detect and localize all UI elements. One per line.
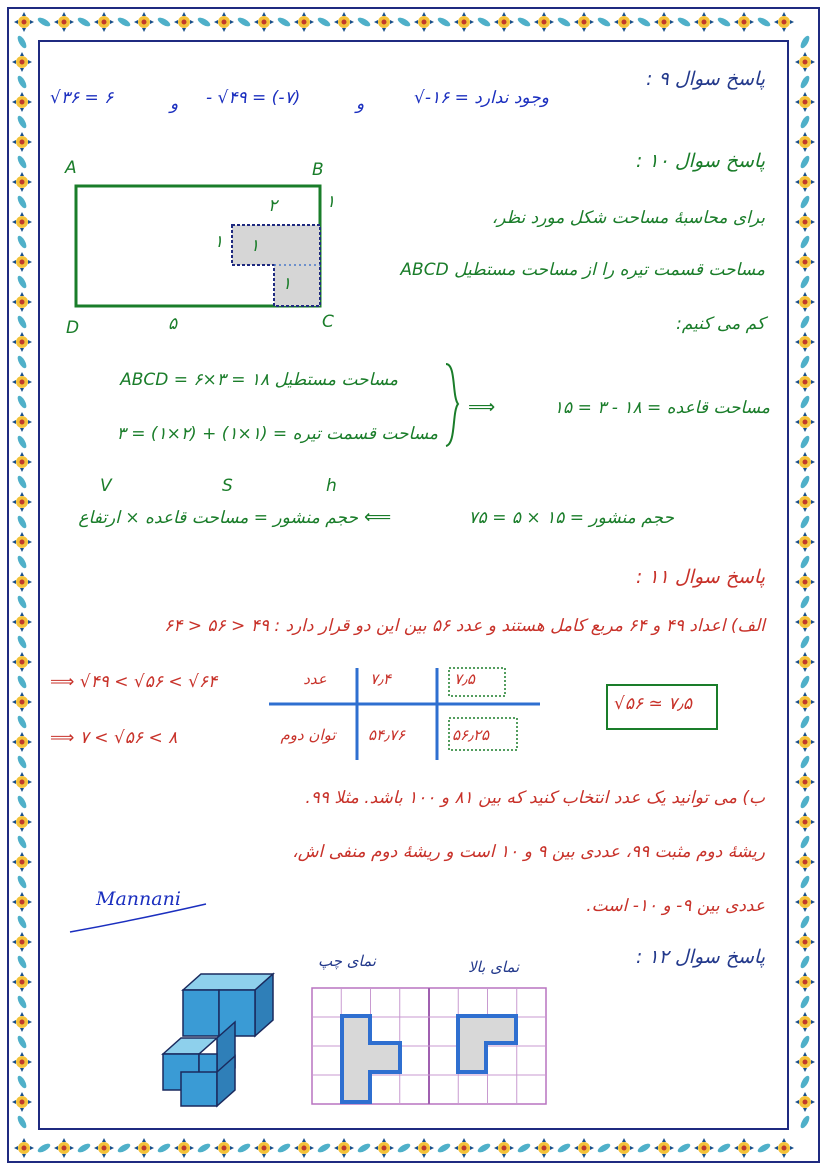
table-row2-v2: ۵۶٫۲۵ <box>452 726 490 744</box>
q10-eq1: مساحت مستطیل ABCD = ۶×۳ = ۱۸ <box>120 370 398 390</box>
label-bottom-5: ۵ <box>168 314 178 334</box>
label-left-1: ۱ <box>214 232 224 252</box>
label-c: C <box>322 312 334 332</box>
table-row1-label: عدد <box>303 670 327 688</box>
q11-ineq1: ⟹ √۴۹ < √۵۶ < √۶۴ <box>50 672 218 692</box>
q9-heading: پاسخ سوال ۹ : <box>646 68 765 90</box>
q9-and2: و <box>356 94 365 114</box>
q11-heading: پاسخ سوال ۱۱ : <box>635 566 765 588</box>
q9-expr2: - √۴۹ = (-۷) <box>206 88 301 108</box>
var-h: h <box>326 476 337 496</box>
q11-part-b1: ب) می توانید یک عدد انتخاب کنید که بین ۸۱ و ۱۰۰ باشد. مثلا ۹۹. <box>305 788 765 808</box>
q10-eq2: مساحت قسمت تیره = (۱×۱) + (۲×۱) = ۳ <box>116 424 438 444</box>
q10-line2: مساحت قسمت تیره را از مساحت مستطیل ABCD <box>400 260 765 280</box>
signature: Mannani <box>96 888 181 910</box>
table-row1-v2: ۷٫۵ <box>454 670 475 688</box>
q9-expr1: √۳۶ = ۶ <box>50 88 114 108</box>
signature-underline <box>66 900 216 936</box>
q10-line3: کم می کنیم: <box>676 314 765 334</box>
label-top-2: ۲ <box>268 196 278 216</box>
label-right-1: ۱ <box>326 192 336 212</box>
rectangle-figure <box>55 155 355 340</box>
cube-stack-figure <box>155 972 280 1112</box>
q11-part-a: الف) اعداد ۴۹ و ۶۴ مربع کامل هستند و عدد ۵۶ بین این دو قرار دارد : ۴۹ < ۵۶ < ۶۴ <box>164 616 765 636</box>
q10-arrow1: ⟹ <box>468 396 496 418</box>
label-a: A <box>65 158 77 178</box>
q10-line1: برای محاسبهٔ مساحت شکل مورد نظر، <box>491 208 765 228</box>
table-row2-label: توان دوم <box>280 726 336 744</box>
q10-heading: پاسخ سوال ۱۰ : <box>635 150 765 172</box>
q9-and1: و <box>170 94 179 114</box>
table-row2-v1: ۵۴٫۷۶ <box>368 726 406 744</box>
label-d: D <box>66 318 80 338</box>
q11-ineq2: ⟹ ۷ < √۵۶ < ۸ <box>50 728 178 748</box>
curly-brace <box>440 360 464 450</box>
q12-heading: پاسخ سوال ۱۲ : <box>635 946 765 968</box>
q11-part-b3: عددی بین ۹- و ۱۰- است. <box>586 896 765 916</box>
label-cell-1: ۱ <box>250 236 260 256</box>
var-s: S <box>222 476 233 496</box>
left-view-label: نمای چپ <box>318 952 376 970</box>
views-grid <box>310 986 550 1106</box>
q10-arrow2: ⟸ <box>364 506 392 528</box>
label-b: B <box>312 160 324 180</box>
table-row1-v1: ۷٫۴ <box>370 670 391 688</box>
q9-expr3: √-۱۶ = وجود ندارد <box>414 88 549 108</box>
q11-part-b2: ریشهٔ دوم مثبت ۹۹، عددی بین ۹ و ۱۰ است و ریشهٔ دوم منفی اش، <box>292 842 765 862</box>
q11-result: √۵۶ ≃ ۷٫۵ <box>614 694 692 714</box>
top-view-label: نمای بالا <box>468 958 520 976</box>
q10-eq5: حجم منشور = ۱۵ × ۵ = ۷۵ <box>468 508 674 528</box>
q10-eq3: مساحت قاعده = ۱۸ - ۳ = ۱۵ <box>553 398 770 418</box>
label-cell-2: ۱ <box>282 274 292 294</box>
var-v: V <box>100 476 112 496</box>
q10-eq4: حجم منشور = مساحت قاعده × ارتفاع <box>78 508 358 528</box>
